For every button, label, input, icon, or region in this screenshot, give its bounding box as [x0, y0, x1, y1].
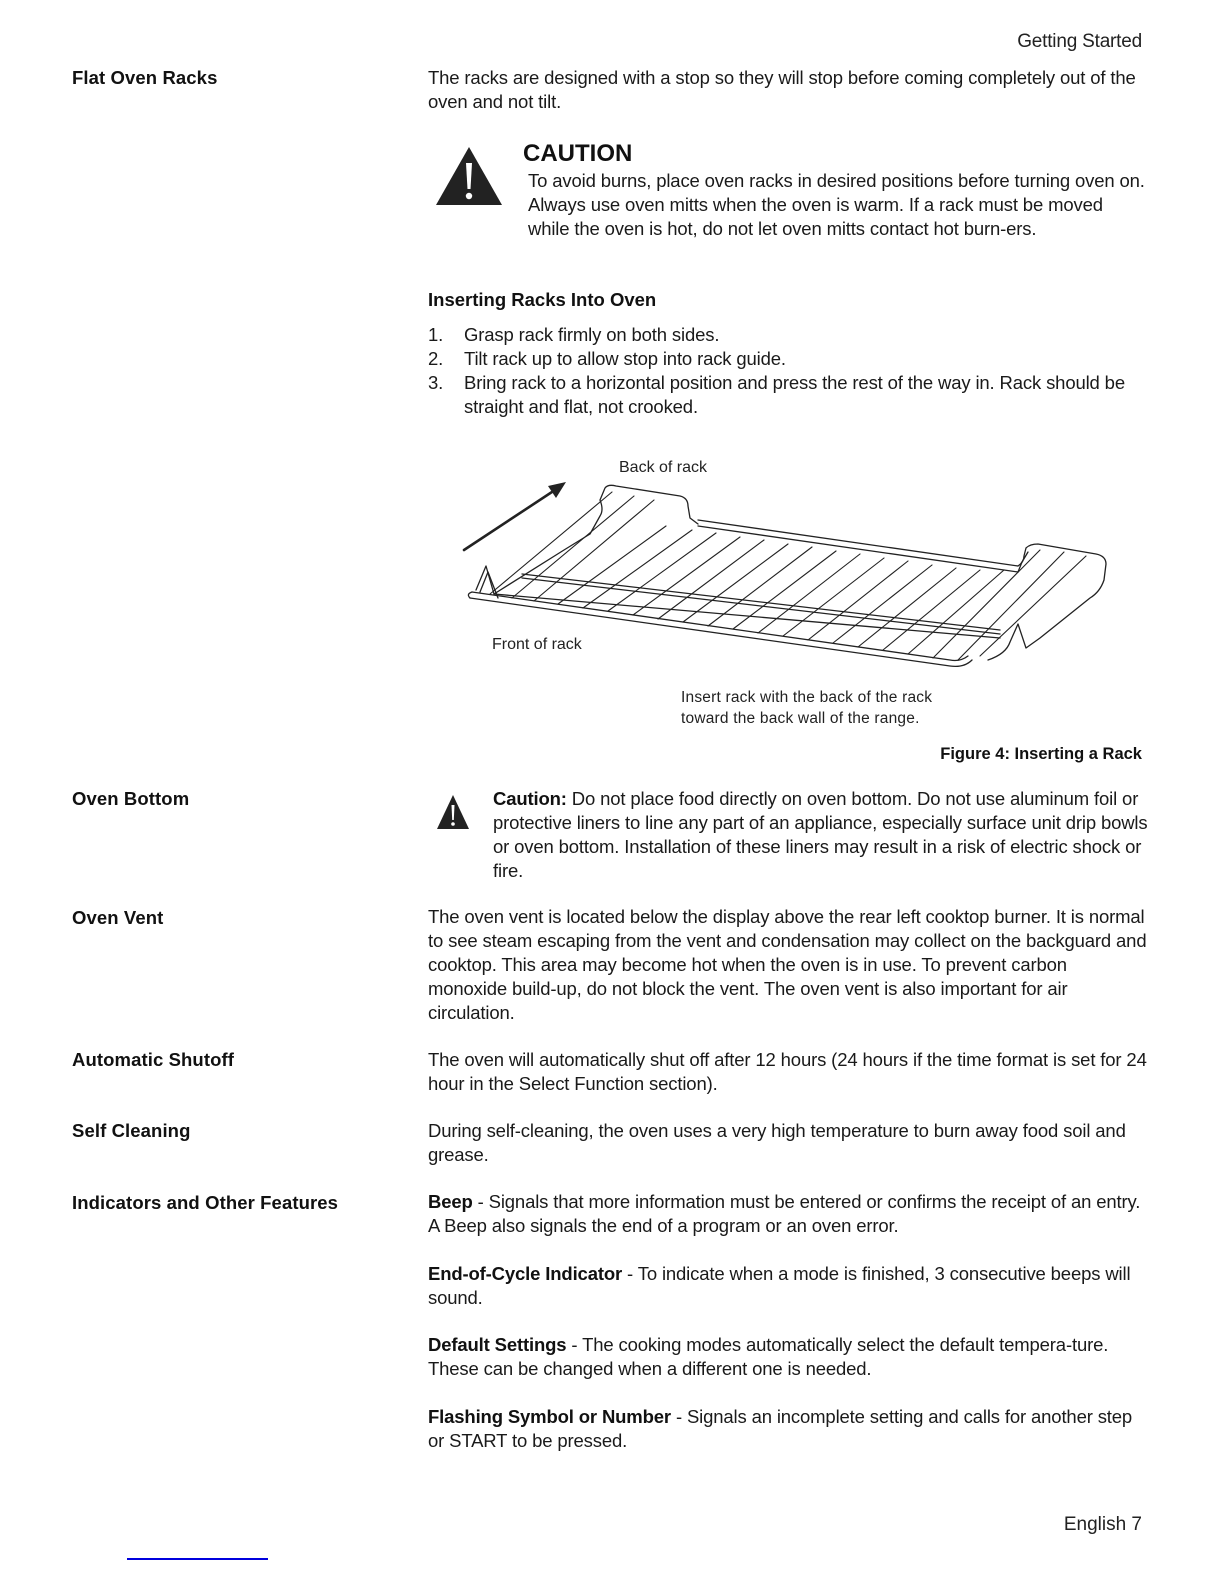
step-number: 1. [428, 324, 444, 345]
oven-bottom-caution [493, 787, 1148, 883]
page-number: English 7 [1063, 1514, 1142, 1535]
self-cleaning-text: During self-cleaning, the oven uses a very high temperature to burn away food soil and grease. [428, 1120, 1126, 1165]
separator: - [566, 1334, 583, 1355]
caution-label: Caution: [493, 788, 567, 809]
steps-list [428, 323, 1148, 419]
step-text: Grasp rack firmly on both sides. [464, 324, 720, 345]
indicator-term: Flashing Symbol or Number [428, 1406, 671, 1427]
heading-oven-vent: Oven Vent [72, 907, 164, 928]
heading-oven-bottom: Oven Bottom [72, 788, 190, 809]
heading-self-cleaning: Self Cleaning [72, 1120, 191, 1141]
indicator-text: To indicate when a mode is finished, 3 consecutive beeps will sound. [428, 1263, 1131, 1308]
indicator-item [428, 1262, 1148, 1310]
heading-automatic-shutoff: Automatic Shutoff [72, 1049, 235, 1070]
oven-rack-illustration [440, 470, 1120, 685]
indicator-text: Signals an incomplete setting and calls for another step or START to be pressed. [428, 1406, 1133, 1451]
figure-label-front: Front of rack [492, 636, 582, 653]
step-number: 2. [428, 348, 444, 369]
indicator-text: The cooking modes automatically select the default tempera-ture. These can be changed when a different one is needed. [428, 1334, 1109, 1379]
subheading-inserting-racks: Inserting Racks Into Oven [428, 289, 657, 310]
figure-note [681, 687, 932, 729]
oven-vent-text: The oven vent is located below the display above the rear left cooktop burner. It is normal to see steam escaping from the vent and condensation may collect on the backguard and cooktop. This area may become hot when the oven is in use. To prevent carbon monoxide build-up, do not block the vent. The oven vent is also important for air circulation. [428, 906, 1147, 1023]
indicator-item [428, 1405, 1148, 1453]
step-text: Bring rack to a horizontal position and press the rest of the way in. Rack should be straight and flat, not crooked. [464, 372, 1125, 417]
running-header: Getting Started [1017, 31, 1142, 52]
indicator-term: Default Settings [428, 1334, 567, 1355]
separator: - [670, 1406, 687, 1427]
caution-text: To avoid burns, place oven racks in desired positions before turning oven on. Always use oven mitts when the oven is warm. If a rack must be moved while the oven is hot, do not let oven mitts contact hot burn-ers. [528, 170, 1145, 239]
step-item [428, 371, 1148, 419]
indicator-item [428, 1190, 1148, 1238]
warning-triangle-icon [434, 145, 504, 212]
figure-note-line1: Insert rack with the back of the rack [681, 689, 933, 706]
figure-label-back: Back of rack [619, 459, 708, 476]
indicator-item [428, 1333, 1148, 1381]
step-item [428, 323, 1148, 347]
caution-title: CAUTION [523, 140, 633, 167]
caution-text: Do not place food directly on oven bottom. Do not use aluminum foil or protective liners to line any part of an appliance, especially surface unit drip bowls or oven bottom. Installation of these liners may result in a risk of electric shock or fire. [493, 788, 1148, 881]
indicator-term: Beep [428, 1191, 473, 1212]
indicator-term: End-of-Cycle Indicator [428, 1263, 623, 1284]
heading-indicators: Indicators and Other Features [72, 1192, 339, 1213]
step-text: Tilt rack up to allow stop into rack guide. [464, 348, 786, 369]
link-underline [127, 1558, 268, 1560]
step-item [428, 347, 1148, 371]
insert-direction-arrow-icon [464, 482, 566, 550]
figure-caption: Figure 4: Inserting a Rack [940, 745, 1142, 763]
step-number: 3. [428, 372, 444, 393]
separator: - [472, 1191, 489, 1212]
warning-triangle-icon [436, 793, 470, 836]
separator: - [622, 1263, 638, 1284]
flat-oven-racks-intro: The racks are designed with a stop so they will stop before coming completely out of the oven and not tilt. [428, 67, 1136, 112]
indicator-text: Signals that more information must be entered or confirms the receipt of an entry. A Beep also signals the end of a program or an oven error. [428, 1191, 1141, 1236]
automatic-shutoff-text: The oven will automatically shut off after 12 hours (24 hours if the time format is set for 24 hour in the Select Function section). [428, 1049, 1147, 1094]
heading-flat-oven-racks: Flat Oven Racks [72, 67, 218, 88]
figure-note-line2: toward the back wall of the range. [681, 710, 920, 727]
